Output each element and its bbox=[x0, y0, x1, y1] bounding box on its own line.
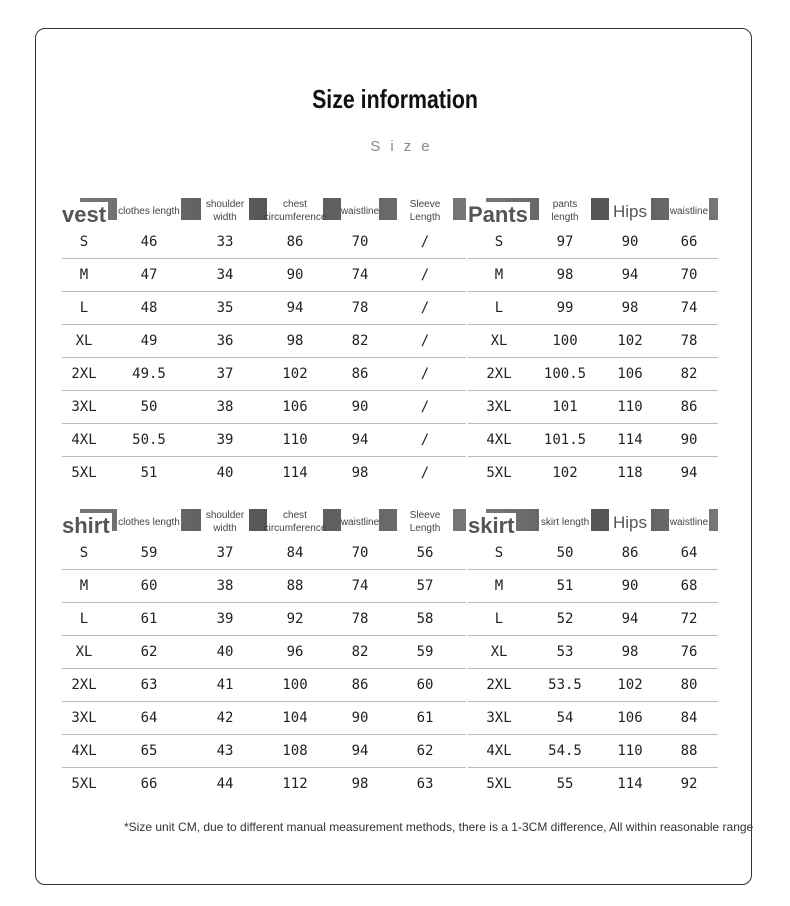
table-row bbox=[468, 292, 718, 325]
measurement-cell: 114 bbox=[617, 432, 643, 448]
measurement-cell: 47 bbox=[140, 267, 158, 283]
measurement-cell: 86 bbox=[286, 234, 304, 250]
measurement-cell: 88 bbox=[286, 578, 304, 594]
table-row bbox=[468, 636, 718, 669]
measurement-cell: 99 bbox=[556, 300, 574, 316]
measurement-cell: 100 bbox=[282, 677, 308, 693]
measurement-cell: 70 bbox=[351, 545, 369, 561]
measurement-cell: 70 bbox=[351, 234, 369, 250]
measurement-cell: 90 bbox=[351, 710, 369, 726]
table-row bbox=[62, 391, 466, 424]
measurement-cell: 82 bbox=[351, 333, 369, 349]
skirt-column-header: skirt length bbox=[539, 507, 591, 537]
shirt-column-header: shoulder width bbox=[201, 507, 249, 537]
measurement-cell: 106 bbox=[282, 399, 308, 415]
skirt-size-table bbox=[468, 507, 718, 799]
measurement-cell: 51 bbox=[556, 578, 574, 594]
measurement-cell: 102 bbox=[617, 677, 643, 693]
shirt-table-name: shirt bbox=[62, 513, 110, 538]
measurement-cell: 98 bbox=[351, 776, 369, 792]
measurement-cell: 108 bbox=[282, 743, 308, 759]
size-cell: M bbox=[79, 267, 89, 283]
table-row bbox=[468, 358, 718, 391]
measurement-cell: 54.5 bbox=[548, 743, 582, 759]
table-row bbox=[468, 259, 718, 292]
measurement-cell: 57 bbox=[416, 578, 434, 594]
measurement-cell: 74 bbox=[351, 578, 369, 594]
vest-table-name: vest bbox=[62, 202, 107, 227]
measurement-cell: 98 bbox=[621, 300, 639, 316]
size-cell: M bbox=[494, 267, 504, 283]
measurement-cell: 60 bbox=[416, 677, 434, 693]
size-cell: 5XL bbox=[71, 776, 97, 792]
size-cell: 2XL bbox=[486, 677, 512, 693]
table-row bbox=[468, 735, 718, 768]
measurement-cell: 39 bbox=[216, 611, 234, 627]
size-cell: S bbox=[79, 545, 89, 561]
table-row bbox=[468, 669, 718, 702]
measurement-cell: / bbox=[420, 465, 430, 481]
size-cell: 4XL bbox=[486, 743, 512, 759]
measurement-cell: 51 bbox=[140, 465, 158, 481]
measurement-cell: 101 bbox=[552, 399, 578, 415]
shirt-column-header: clothes length bbox=[117, 507, 181, 537]
measurement-cell: 52 bbox=[556, 611, 574, 627]
measurement-cell: 37 bbox=[216, 545, 234, 561]
size-cell: 3XL bbox=[71, 399, 97, 415]
measurement-cell: 86 bbox=[351, 677, 369, 693]
table-row bbox=[468, 325, 718, 358]
size-cell: XL bbox=[490, 644, 508, 660]
vest-column-header: waistline bbox=[341, 196, 379, 226]
measurement-cell: 94 bbox=[286, 300, 304, 316]
measurement-cell: 62 bbox=[416, 743, 434, 759]
measurement-cell: 36 bbox=[216, 333, 234, 349]
measurement-cell: 49.5 bbox=[132, 366, 166, 382]
table-row bbox=[468, 603, 718, 636]
measurement-cell: 64 bbox=[140, 710, 158, 726]
measurement-cell: 98 bbox=[556, 267, 574, 283]
table-row bbox=[62, 603, 466, 636]
measurement-cell: 94 bbox=[680, 465, 698, 481]
measurement-cell: 80 bbox=[680, 677, 698, 693]
measurement-cell: 74 bbox=[680, 300, 698, 316]
size-cell: 3XL bbox=[486, 710, 512, 726]
measurement-cell: 86 bbox=[351, 366, 369, 382]
measurement-cell: 94 bbox=[621, 267, 639, 283]
size-cell: 4XL bbox=[71, 743, 97, 759]
measurement-cell: 55 bbox=[556, 776, 574, 792]
measurement-cell: 112 bbox=[282, 776, 308, 792]
size-cell: XL bbox=[75, 333, 93, 349]
skirt-column-header: Hips bbox=[609, 507, 651, 537]
vest-column-header: Sleeve Length bbox=[397, 196, 453, 226]
table-row bbox=[62, 424, 466, 457]
table-row bbox=[62, 226, 466, 259]
pants-size-table bbox=[468, 196, 718, 488]
measurement-cell: 63 bbox=[416, 776, 434, 792]
measurement-cell: / bbox=[420, 267, 430, 283]
measurement-cell: 92 bbox=[680, 776, 698, 792]
measurement-cell: 96 bbox=[286, 644, 304, 660]
measurement-cell: 86 bbox=[621, 545, 639, 561]
measurement-cell: 40 bbox=[216, 465, 234, 481]
measurement-cell: / bbox=[420, 366, 430, 382]
measurement-cell: 90 bbox=[621, 234, 639, 250]
size-note: *Size unit CM, due to different manual measurement methods, there is a 1-3CM difference, All within reasonable range bbox=[124, 820, 754, 834]
measurement-cell: 48 bbox=[140, 300, 158, 316]
measurement-cell: 97 bbox=[556, 234, 574, 250]
measurement-cell: 38 bbox=[216, 399, 234, 415]
skirt-column-header: waistline bbox=[669, 507, 709, 537]
size-cell: S bbox=[494, 234, 504, 250]
measurement-cell: 64 bbox=[680, 545, 698, 561]
pants-column-header: waistline bbox=[669, 196, 709, 226]
size-cell: 4XL bbox=[486, 432, 512, 448]
size-cell: S bbox=[494, 545, 504, 561]
table-row bbox=[468, 457, 718, 490]
measurement-cell: 78 bbox=[680, 333, 698, 349]
table-row bbox=[62, 636, 466, 669]
measurement-cell: 66 bbox=[680, 234, 698, 250]
measurement-cell: 110 bbox=[617, 743, 643, 759]
measurement-cell: 66 bbox=[140, 776, 158, 792]
measurement-cell: / bbox=[420, 300, 430, 316]
measurement-cell: 110 bbox=[617, 399, 643, 415]
measurement-cell: 98 bbox=[286, 333, 304, 349]
measurement-cell: 74 bbox=[351, 267, 369, 283]
vest-header bbox=[62, 196, 466, 228]
measurement-cell: 102 bbox=[552, 465, 578, 481]
measurement-cell: 92 bbox=[286, 611, 304, 627]
measurement-cell: 102 bbox=[282, 366, 308, 382]
size-cell: 2XL bbox=[486, 366, 512, 382]
shirt-column-header: Sleeve Length bbox=[397, 507, 453, 537]
table-row bbox=[468, 391, 718, 424]
shirt-column-header: waistline bbox=[341, 507, 379, 537]
measurement-cell: 50 bbox=[140, 399, 158, 415]
measurement-cell: 84 bbox=[680, 710, 698, 726]
page-subtitle: Size bbox=[370, 138, 440, 155]
table-row bbox=[468, 424, 718, 457]
measurement-cell: 106 bbox=[617, 366, 643, 382]
measurement-cell: / bbox=[420, 333, 430, 349]
measurement-cell: 82 bbox=[351, 644, 369, 660]
measurement-cell: 58 bbox=[416, 611, 434, 627]
measurement-cell: 61 bbox=[416, 710, 434, 726]
measurement-cell: 90 bbox=[351, 399, 369, 415]
measurement-cell: 50 bbox=[556, 545, 574, 561]
measurement-cell: 98 bbox=[351, 465, 369, 481]
measurement-cell: 114 bbox=[617, 776, 643, 792]
measurement-cell: 50.5 bbox=[132, 432, 166, 448]
measurement-cell: 62 bbox=[140, 644, 158, 660]
measurement-cell: 78 bbox=[351, 300, 369, 316]
measurement-cell: / bbox=[420, 399, 430, 415]
measurement-cell: 94 bbox=[351, 432, 369, 448]
vest-column-header: clothes length bbox=[117, 196, 181, 226]
measurement-cell: 38 bbox=[216, 578, 234, 594]
table-row bbox=[62, 570, 466, 603]
measurement-cell: 90 bbox=[621, 578, 639, 594]
pants-column-header: pants length bbox=[539, 196, 591, 226]
measurement-cell: 76 bbox=[680, 644, 698, 660]
measurement-cell: 46 bbox=[140, 234, 158, 250]
table-row bbox=[62, 768, 466, 801]
shirt-header bbox=[62, 507, 466, 539]
measurement-cell: 59 bbox=[140, 545, 158, 561]
page-title: Size information bbox=[312, 84, 478, 114]
measurement-cell: 98 bbox=[621, 644, 639, 660]
size-cell: 3XL bbox=[486, 399, 512, 415]
measurement-cell: 35 bbox=[216, 300, 234, 316]
table-row bbox=[62, 537, 466, 570]
table-row bbox=[62, 735, 466, 768]
measurement-cell: 60 bbox=[140, 578, 158, 594]
table-row bbox=[468, 702, 718, 735]
measurement-cell: 78 bbox=[351, 611, 369, 627]
size-cell: XL bbox=[75, 644, 93, 660]
measurement-cell: 102 bbox=[617, 333, 643, 349]
measurement-cell: 84 bbox=[286, 545, 304, 561]
measurement-cell: 101.5 bbox=[543, 432, 587, 448]
measurement-cell: 104 bbox=[282, 710, 308, 726]
table-row bbox=[62, 292, 466, 325]
size-cell: L bbox=[494, 300, 504, 316]
measurement-cell: 68 bbox=[680, 578, 698, 594]
measurement-cell: 70 bbox=[680, 267, 698, 283]
table-row bbox=[468, 768, 718, 801]
measurement-cell: 106 bbox=[617, 710, 643, 726]
measurement-cell: 94 bbox=[621, 611, 639, 627]
size-cell: M bbox=[79, 578, 89, 594]
table-row bbox=[468, 537, 718, 570]
size-cell: 2XL bbox=[71, 366, 97, 382]
shirt-size-table bbox=[62, 507, 466, 799]
size-cell: L bbox=[79, 300, 89, 316]
measurement-cell: / bbox=[420, 234, 430, 250]
table-row bbox=[468, 570, 718, 603]
vest-size-table bbox=[62, 196, 466, 488]
pants-table-name: Pants bbox=[468, 202, 528, 227]
measurement-cell: 49 bbox=[140, 333, 158, 349]
measurement-cell: 44 bbox=[216, 776, 234, 792]
measurement-cell: 43 bbox=[216, 743, 234, 759]
skirt-header bbox=[468, 507, 718, 539]
size-cell: 4XL bbox=[71, 432, 97, 448]
table-row bbox=[62, 358, 466, 391]
measurement-cell: 42 bbox=[216, 710, 234, 726]
table-row bbox=[62, 457, 466, 490]
vest-column-header: shoulder width bbox=[201, 196, 249, 226]
measurement-cell: 54 bbox=[556, 710, 574, 726]
size-cell: 5XL bbox=[71, 465, 97, 481]
measurement-cell: / bbox=[420, 432, 430, 448]
measurement-cell: 90 bbox=[286, 267, 304, 283]
pants-header bbox=[468, 196, 718, 228]
size-cell: 2XL bbox=[71, 677, 97, 693]
measurement-cell: 86 bbox=[680, 399, 698, 415]
size-cell: S bbox=[79, 234, 89, 250]
measurement-cell: 118 bbox=[617, 465, 643, 481]
measurement-cell: 114 bbox=[282, 465, 308, 481]
measurement-cell: 40 bbox=[216, 644, 234, 660]
measurement-cell: 65 bbox=[140, 743, 158, 759]
vest-column-header: chest circumference bbox=[267, 196, 323, 226]
measurement-cell: 33 bbox=[216, 234, 234, 250]
measurement-cell: 41 bbox=[216, 677, 234, 693]
skirt-table-name: skirt bbox=[468, 513, 515, 538]
measurement-cell: 90 bbox=[680, 432, 698, 448]
measurement-cell: 63 bbox=[140, 677, 158, 693]
size-cell: XL bbox=[490, 333, 508, 349]
measurement-cell: 72 bbox=[680, 611, 698, 627]
table-row bbox=[62, 702, 466, 735]
measurement-cell: 53 bbox=[556, 644, 574, 660]
table-row bbox=[62, 259, 466, 292]
table-row bbox=[468, 226, 718, 259]
measurement-cell: 59 bbox=[416, 644, 434, 660]
measurement-cell: 100.5 bbox=[543, 366, 587, 382]
size-cell: 5XL bbox=[486, 776, 512, 792]
measurement-cell: 34 bbox=[216, 267, 234, 283]
size-cell: L bbox=[79, 611, 89, 627]
measurement-cell: 88 bbox=[680, 743, 698, 759]
shirt-column-header: chest circumference bbox=[267, 507, 323, 537]
table-row bbox=[62, 325, 466, 358]
measurement-cell: 94 bbox=[351, 743, 369, 759]
measurement-cell: 39 bbox=[216, 432, 234, 448]
measurement-cell: 100 bbox=[552, 333, 578, 349]
size-cell: 3XL bbox=[71, 710, 97, 726]
size-cell: 5XL bbox=[486, 465, 512, 481]
measurement-cell: 110 bbox=[282, 432, 308, 448]
table-row bbox=[62, 669, 466, 702]
measurement-cell: 56 bbox=[416, 545, 434, 561]
measurement-cell: 82 bbox=[680, 366, 698, 382]
pants-column-header: Hips bbox=[609, 196, 651, 226]
size-cell: L bbox=[494, 611, 504, 627]
size-cell: M bbox=[494, 578, 504, 594]
measurement-cell: 61 bbox=[140, 611, 158, 627]
measurement-cell: 37 bbox=[216, 366, 234, 382]
measurement-cell: 53.5 bbox=[548, 677, 582, 693]
